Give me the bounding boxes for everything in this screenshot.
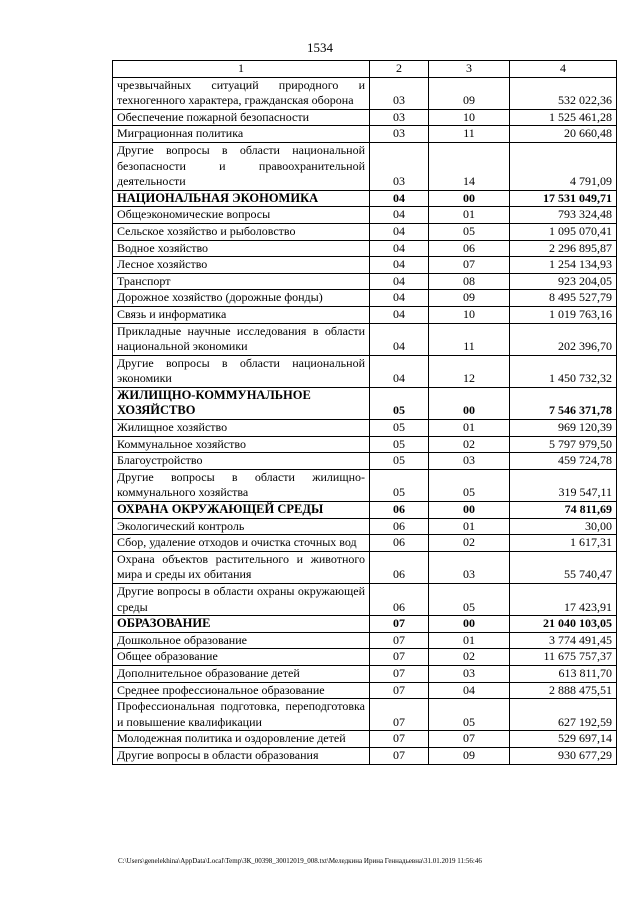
section-total-row [113,502,617,519]
amount-cell: 1 254 134,93 [510,257,617,274]
section-code-cell: 04 [370,273,429,290]
section-code-cell: 03 [370,126,429,143]
amount-cell: 459 724,78 [510,453,617,470]
section-code-cell: 06 [370,535,429,552]
amount-cell: 1 617,31 [510,535,617,552]
expense-name-cell: Жилищное хозяйство [113,420,370,437]
table-row [113,551,617,583]
expense-name-cell: Среднее профессиональное образование [113,682,370,699]
section-code-cell: 05 [370,453,429,470]
amount-cell: 5 797 979,50 [510,436,617,453]
subsection-code-cell: 03 [429,665,510,682]
amount-cell: 11 675 757,37 [510,649,617,666]
expense-name-cell: ОБРАЗОВАНИЕ [113,616,370,633]
expense-name-cell: ОХРАНА ОКРУЖАЮЩЕЙ СРЕДЫ [113,502,370,519]
amount-cell: 3 774 491,45 [510,632,617,649]
section-code-cell: 07 [370,616,429,633]
subsection-code-cell: 03 [429,453,510,470]
amount-cell: 17 531 049,71 [510,190,617,207]
subsection-code-cell: 11 [429,126,510,143]
subsection-code-cell: 02 [429,649,510,666]
amount-cell: 532 022,36 [510,77,617,109]
table-row [113,207,617,224]
subsection-code-cell: 05 [429,699,510,731]
table-row [113,109,617,126]
table-row [113,584,617,616]
expense-name-cell: ЖИЛИЩНО-КОММУНАЛЬНОЕ ХОЗЯЙСТВО [113,387,370,419]
section-code-cell: 05 [370,469,429,501]
subsection-code-cell: 01 [429,207,510,224]
subsection-code-cell: 09 [429,77,510,109]
table-row [113,355,617,387]
expense-name-cell: Общее образование [113,649,370,666]
expense-name-cell: Дорожное хозяйство (дорожные фонды) [113,290,370,307]
section-code-cell: 04 [370,207,429,224]
section-code-cell: 06 [370,584,429,616]
section-total-row [113,616,617,633]
table-row [113,518,617,535]
file-path-footer: C:\Users\genelekhina\AppData\Local\Temp\ЗК_00398_30012019_008.txt\Меледкина Ирина Геннадьевна\31.01.2019 11:56:46 [118,857,482,865]
table-row [113,535,617,552]
amount-cell: 20 660,48 [510,126,617,143]
expense-name-cell: Молодежная политика и оздоровление детей [113,731,370,748]
page-number: 1534 [307,40,333,55]
table-row [113,665,617,682]
amount-cell: 30,00 [510,518,617,535]
subsection-code-cell: 09 [429,747,510,764]
table-row [113,731,617,748]
expense-name-cell: Другие вопросы в области образования [113,747,370,764]
amount-cell: 969 120,39 [510,420,617,437]
subsection-code-cell: 07 [429,731,510,748]
table-row [113,649,617,666]
amount-cell: 21 040 103,05 [510,616,617,633]
table-row [113,273,617,290]
section-code-cell: 05 [370,387,429,419]
section-code-cell: 04 [370,223,429,240]
table-row [113,142,617,190]
table-row [113,420,617,437]
section-code-cell: 04 [370,240,429,257]
expense-name-cell: Лесное хозяйство [113,257,370,274]
expense-name-cell: Другие вопросы в области национальной безопасности и правоохранительной деятельности [113,142,370,190]
subsection-code-cell: 00 [429,502,510,519]
amount-cell: 529 697,14 [510,731,617,748]
expense-name-cell: Экологический контроль [113,518,370,535]
section-total-row [113,190,617,207]
amount-cell: 793 324,48 [510,207,617,224]
expense-name-cell: Коммунальное хозяйство [113,436,370,453]
expense-name-cell: Миграционная политика [113,126,370,143]
section-code-cell: 03 [370,109,429,126]
section-code-cell: 04 [370,190,429,207]
subsection-code-cell: 09 [429,290,510,307]
subsection-code-cell: 00 [429,387,510,419]
section-code-cell: 03 [370,142,429,190]
section-code-cell: 07 [370,665,429,682]
amount-cell: 1 450 732,32 [510,355,617,387]
subsection-code-cell: 01 [429,420,510,437]
expense-name-cell: Другие вопросы в области жилищно-коммунального хозяйства [113,469,370,501]
table-row [113,682,617,699]
table-row [113,453,617,470]
amount-cell: 627 192,59 [510,699,617,731]
column-number-1: 1 [113,61,370,78]
section-total-row [113,387,617,419]
table-row [113,632,617,649]
section-code-cell: 06 [370,551,429,583]
section-code-cell: 04 [370,290,429,307]
section-code-cell: 03 [370,77,429,109]
table-row [113,436,617,453]
subsection-code-cell: 08 [429,273,510,290]
subsection-code-cell: 03 [429,551,510,583]
amount-cell: 1 019 763,16 [510,306,617,323]
section-code-cell: 06 [370,502,429,519]
section-code-cell: 04 [370,257,429,274]
amount-cell: 17 423,91 [510,584,617,616]
section-code-cell: 04 [370,323,429,355]
expense-name-cell: НАЦИОНАЛЬНАЯ ЭКОНОМИКА [113,190,370,207]
amount-cell: 319 547,11 [510,469,617,501]
expense-name-cell: Другие вопросы в области национальной экономики [113,355,370,387]
amount-cell: 2 888 475,51 [510,682,617,699]
section-code-cell: 07 [370,682,429,699]
table-row [113,240,617,257]
section-code-cell: 07 [370,731,429,748]
subsection-code-cell: 00 [429,190,510,207]
amount-cell: 55 740,47 [510,551,617,583]
table-row [113,469,617,501]
amount-cell: 613 811,70 [510,665,617,682]
amount-cell: 2 296 895,87 [510,240,617,257]
expense-name-cell: Профессиональная подготовка, переподготовка и повышение квалификации [113,699,370,731]
subsection-code-cell: 12 [429,355,510,387]
expense-name-cell: Транспорт [113,273,370,290]
subsection-code-cell: 02 [429,436,510,453]
amount-cell: 930 677,29 [510,747,617,764]
expense-name-cell: Связь и информатика [113,306,370,323]
expense-name-cell: Сельское хозяйство и рыболовство [113,223,370,240]
table-row [113,257,617,274]
budget-table [112,60,617,765]
amount-cell: 1 525 461,28 [510,109,617,126]
subsection-code-cell: 06 [429,240,510,257]
section-code-cell: 05 [370,420,429,437]
subsection-code-cell: 07 [429,257,510,274]
amount-cell: 923 204,05 [510,273,617,290]
section-code-cell: 04 [370,355,429,387]
amount-cell: 202 396,70 [510,323,617,355]
table-row [113,126,617,143]
amount-cell: 1 095 070,41 [510,223,617,240]
subsection-code-cell: 11 [429,323,510,355]
table-row [113,223,617,240]
subsection-code-cell: 04 [429,682,510,699]
subsection-code-cell: 05 [429,584,510,616]
section-code-cell: 07 [370,699,429,731]
expense-name-cell: Дополнительное образование детей [113,665,370,682]
column-number-2: 2 [370,61,429,78]
section-code-cell: 07 [370,649,429,666]
section-code-cell: 07 [370,632,429,649]
amount-cell: 4 791,09 [510,142,617,190]
table-row [113,290,617,307]
column-number-4: 4 [510,61,617,78]
expense-name-cell: Благоустройство [113,453,370,470]
expense-name-cell: Водное хозяйство [113,240,370,257]
expense-name-cell: Прикладные научные исследования в области национальной экономики [113,323,370,355]
subsection-code-cell: 02 [429,535,510,552]
amount-cell: 74 811,69 [510,502,617,519]
section-code-cell: 04 [370,306,429,323]
column-number-3: 3 [429,61,510,78]
table-row [113,306,617,323]
expense-name-cell: Обеспечение пожарной безопасности [113,109,370,126]
column-number-row [113,61,617,78]
section-code-cell: 05 [370,436,429,453]
table-row [113,323,617,355]
expense-name-cell: Сбор, удаление отходов и очистка сточных вод [113,535,370,552]
subsection-code-cell: 00 [429,616,510,633]
section-code-cell: 07 [370,747,429,764]
amount-cell: 8 495 527,79 [510,290,617,307]
expense-name-cell: Охрана объектов растительного и животного мира и среды их обитания [113,551,370,583]
section-code-cell: 06 [370,518,429,535]
subsection-code-cell: 10 [429,306,510,323]
table-row [113,77,617,109]
expense-name-cell: Дошкольное образование [113,632,370,649]
subsection-code-cell: 05 [429,223,510,240]
subsection-code-cell: 01 [429,518,510,535]
table-row [113,699,617,731]
subsection-code-cell: 14 [429,142,510,190]
subsection-code-cell: 05 [429,469,510,501]
expense-name-cell: чрезвычайных ситуаций природного и техногенного характера, гражданская оборона [113,77,370,109]
expense-name-cell: Общеэкономические вопросы [113,207,370,224]
expense-name-cell: Другие вопросы в области охраны окружающей среды [113,584,370,616]
table-row [113,747,617,764]
subsection-code-cell: 01 [429,632,510,649]
amount-cell: 7 546 371,78 [510,387,617,419]
subsection-code-cell: 10 [429,109,510,126]
